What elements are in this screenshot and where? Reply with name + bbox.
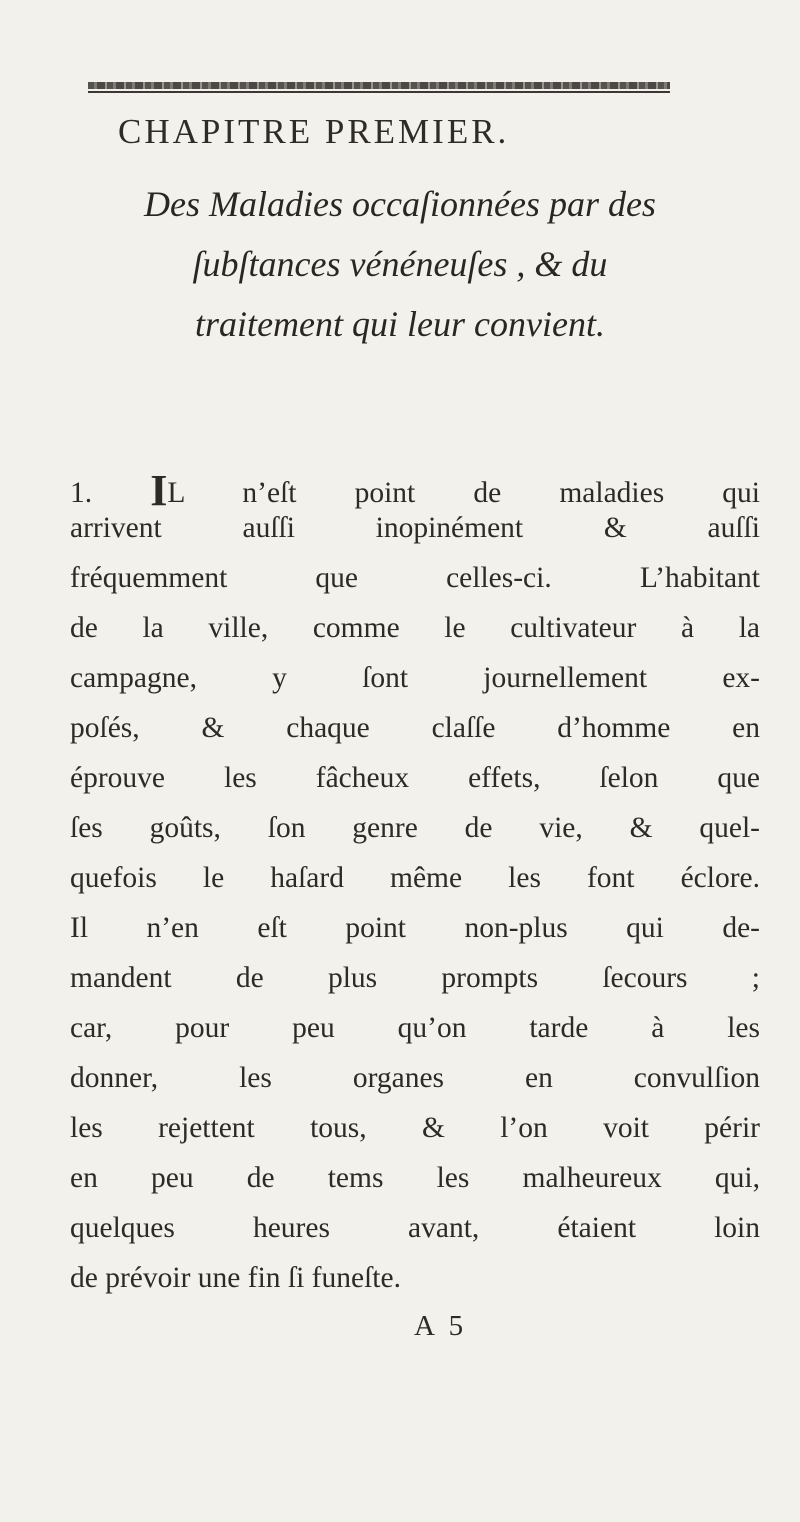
paragraph-line: campagne, y ſont journellement ex-: [70, 662, 760, 694]
paragraph-line: poſés, & chaque claſſe d’homme en: [70, 712, 760, 744]
ornament-band: [88, 82, 670, 89]
paragraph-line: fréquemment que celles-ci. L’habitant: [70, 562, 760, 594]
paragraph-last-line: de prévoir une fin ſi funeſte.: [70, 1262, 401, 1294]
heading-line-2: ſubſtances vénéneuſes , & du: [192, 244, 608, 284]
paragraph-number: 1.: [70, 477, 93, 509]
header-ornament: [88, 80, 670, 96]
heading-line-1: Des Maladies occaſionnées par des: [144, 184, 656, 224]
chapter-heading: [80, 174, 720, 354]
ornament-rule: [88, 91, 670, 93]
paragraph-line: quelques heures avant, étaient loin: [70, 1212, 760, 1244]
paragraph-line: éprouve les fâcheux effets, ſelon que: [70, 762, 760, 794]
paragraph-first-line: [70, 462, 760, 513]
paragraph-line: car, pour peu qu’on tarde à les: [70, 1012, 760, 1044]
signature-mark: A 5: [414, 1310, 468, 1342]
paragraph-line: ſes goûts, ſon genre de vie, & quel-: [70, 812, 760, 844]
first-line-rest: L n’eſt point de maladies qui: [167, 477, 761, 509]
paragraph-line: arrivent auſſi inopinément & auſſi: [70, 512, 760, 544]
paragraph-line: les rejettent tous, & l’on voit périr: [70, 1112, 760, 1144]
paragraph-line: mandent de plus prompts ſecours ;: [70, 962, 760, 994]
heading-line-3: traitement qui leur convient.: [195, 304, 605, 344]
chapter-title: CHAPITRE PREMIER.: [118, 112, 510, 151]
drop-cap: I: [150, 466, 168, 515]
paragraph-line: de la ville, comme le cultivateur à la: [70, 612, 760, 644]
paragraph-line: donner, les organes en convulſion: [70, 1062, 760, 1094]
paragraph-line: en peu de tems les malheureux qui,: [70, 1162, 760, 1194]
paragraph-line: quefois le haſard même les font éclore.: [70, 862, 760, 894]
paragraph-line: Il n’en eſt point non-plus qui de-: [70, 912, 760, 944]
